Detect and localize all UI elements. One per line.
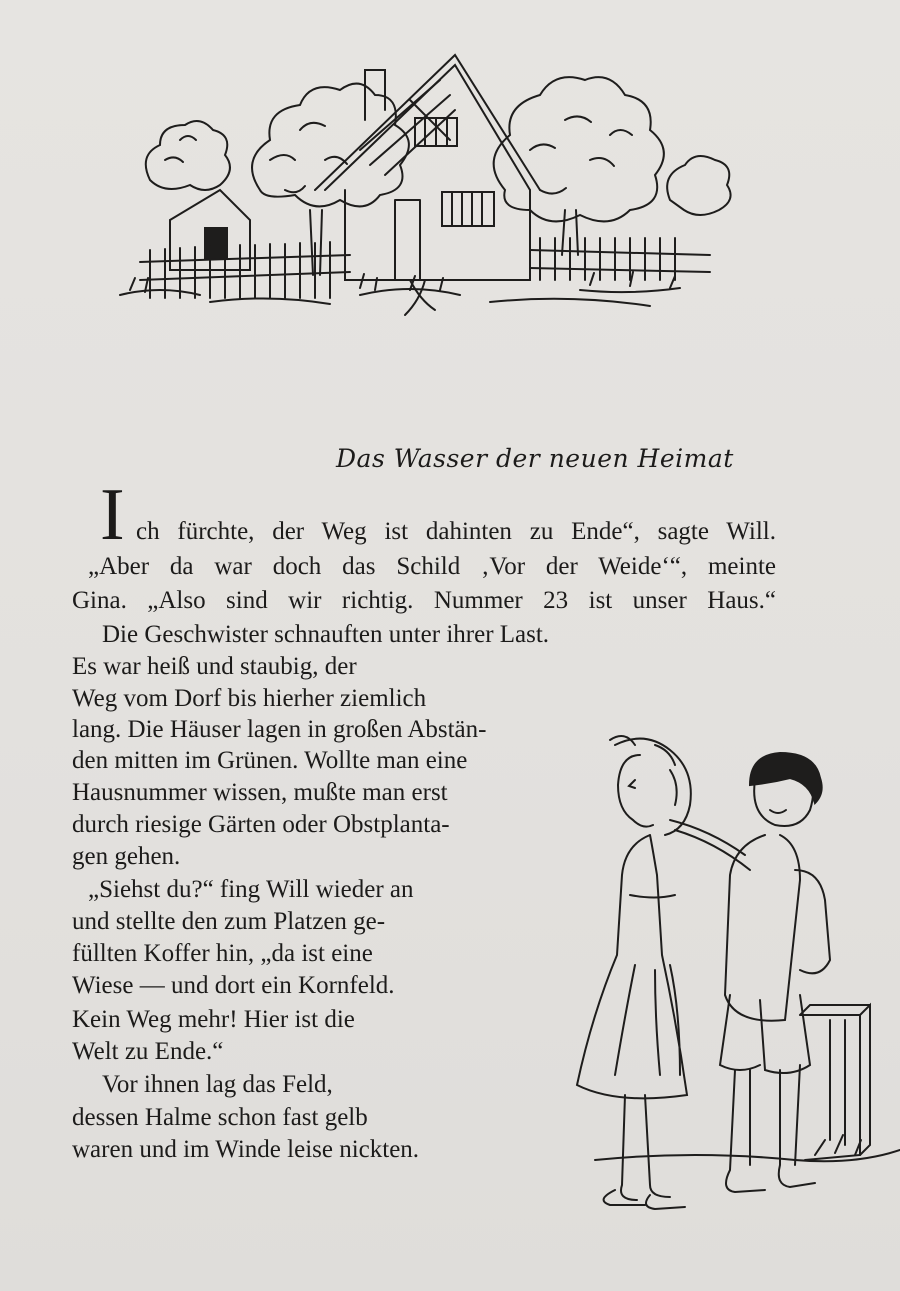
text-line: Wiese — und dort ein Kornfeld.	[72, 972, 395, 999]
text-line: waren und im Winde leise nickten.	[72, 1136, 420, 1163]
text-line: ch fürchte, der Weg ist dahinten zu Ende“, sagte Will.	[136, 518, 776, 545]
text-line: Hausnummer wissen, mußte man erst	[72, 779, 448, 806]
text-line: Kein Weg mehr! Hier ist die	[72, 1006, 355, 1033]
text-line: Weg vom Dorf bis hierher ziemlich	[72, 685, 427, 712]
text-line: lang. Die Häuser lagen in großen Abstän-	[72, 716, 487, 743]
text-line: den mitten im Grünen. Wollte man eine	[72, 747, 468, 774]
text-line: Die Geschwister schnauften unter ihrer Last.	[102, 621, 550, 648]
children-illustration	[555, 725, 900, 1235]
chapter-title: Das Wasser der neuen Heimat	[336, 444, 734, 473]
text-line: „Aber da war doch das Schild ‚Vor der Weide‘“, meinte	[88, 553, 776, 580]
text-line: gen gehen.	[72, 843, 181, 870]
drop-cap: I	[100, 474, 125, 556]
text-line: füllten Koffer hin, „da ist eine	[72, 940, 373, 967]
text-line: Gina. „Also sind wir richtig. Nummer 23 ist unser Haus.“	[72, 587, 776, 614]
text-line: dessen Halme schon fast gelb	[72, 1104, 368, 1131]
house-illustration	[110, 40, 750, 330]
text-line: Welt zu Ende.“	[72, 1038, 224, 1065]
text-line: und stellte den zum Platzen ge-	[72, 908, 386, 935]
text-line: durch riesige Gärten oder Obstplanta-	[72, 811, 450, 838]
text-line: „Siehst du?“ fing Will wieder an	[88, 876, 414, 903]
text-line: Es war heiß und staubig, der	[72, 653, 357, 680]
text-line: Vor ihnen lag das Feld,	[102, 1071, 333, 1098]
